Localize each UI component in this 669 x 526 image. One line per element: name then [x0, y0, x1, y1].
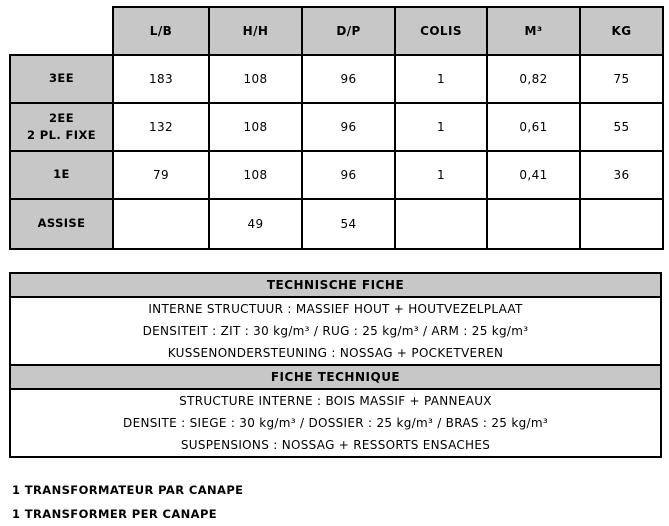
fiche-nl-line-2: DENSITEIT : ZIT : 30 kg/m³ / RUG : 25 kg/m³ / ARM : 25 kg/m³ — [142, 324, 529, 338]
table-row — [10, 151, 663, 199]
column-header-kg: KG — [580, 7, 663, 55]
row-header-2ee-line2: 2 PL. FIXE — [27, 128, 96, 142]
fiche-fr-line-1: STRUCTURE INTERNE : BOIS MASSIF + PANNEAUX — [179, 394, 492, 408]
cell-3ee-dp: 96 — [302, 55, 395, 103]
cell-assise-hh: 49 — [209, 199, 302, 249]
cell-2ee-lb: 132 — [113, 103, 209, 151]
column-header-colis: COLIS — [395, 7, 487, 55]
row-header-2ee — [10, 103, 113, 151]
table-corner-cell — [10, 7, 113, 55]
note-fr: 1 TRANSFORMATEUR PAR CANAPE — [12, 483, 244, 497]
cell-3ee-colis: 1 — [395, 55, 487, 103]
fiche-fr-line-3: SUSPENSIONS : NOSSAG + RESSORTS ENSACHES — [180, 438, 491, 452]
cell-1e-kg: 36 — [580, 151, 663, 199]
cell-3ee-lb: 183 — [113, 55, 209, 103]
cell-1e-colis: 1 — [395, 151, 487, 199]
row-header-1e: 1E — [10, 151, 113, 199]
cell-3ee-hh: 108 — [209, 55, 302, 103]
cell-assise-m3 — [487, 199, 580, 249]
column-header-hh: H/H — [209, 7, 302, 55]
note-en: 1 TRANSFORMER PER CANAPE — [12, 507, 218, 521]
cell-1e-lb: 79 — [113, 151, 209, 199]
cell-assise-lb — [113, 199, 209, 249]
cell-3ee-m3: 0,82 — [487, 55, 580, 103]
cell-1e-dp: 96 — [302, 151, 395, 199]
cell-2ee-dp: 96 — [302, 103, 395, 151]
fiche-nl-line-3: KUSSENONDERSTEUNING : NOSSAG + POCKETVEREN — [11, 342, 660, 366]
fiche-title-fr: FICHE TECHNIQUE — [11, 366, 660, 390]
technical-fiche-table — [9, 272, 662, 458]
dimensions-table — [9, 6, 664, 250]
cell-assise-dp: 54 — [302, 199, 395, 249]
column-header-m3: M³ — [487, 7, 580, 55]
cell-1e-hh: 108 — [209, 151, 302, 199]
cell-assise-kg — [580, 199, 663, 249]
table-row — [10, 55, 663, 103]
cell-2ee-kg: 55 — [580, 103, 663, 151]
cell-assise-colis — [395, 199, 487, 249]
column-header-lb: L/B — [113, 7, 209, 55]
fiche-title-nl: TECHNISCHE FICHE — [11, 274, 660, 298]
footer-notes — [12, 478, 661, 526]
cell-1e-m3: 0,41 — [487, 151, 580, 199]
row-header-assise: ASSISE — [10, 199, 113, 249]
cell-3ee-kg: 75 — [580, 55, 663, 103]
table-row — [10, 103, 663, 151]
row-header-2ee-line1: 2EE — [49, 110, 74, 125]
cell-2ee-m3: 0,61 — [487, 103, 580, 151]
row-header-3ee: 3EE — [10, 55, 113, 103]
table-header-row — [10, 7, 663, 55]
column-header-dp: D/P — [302, 7, 395, 55]
table-row — [10, 199, 663, 249]
cell-2ee-hh: 108 — [209, 103, 302, 151]
cell-2ee-colis: 1 — [395, 103, 487, 151]
fiche-fr-line-2: DENSITE : SIEGE : 30 kg/m³ / DOSSIER : 25 kg/m³ / BRAS : 25 kg/m³ — [123, 416, 548, 430]
fiche-nl-line-1: INTERNE STRUCTUUR : MASSIEF HOUT + HOUTVEZELPLAAT — [148, 302, 523, 316]
